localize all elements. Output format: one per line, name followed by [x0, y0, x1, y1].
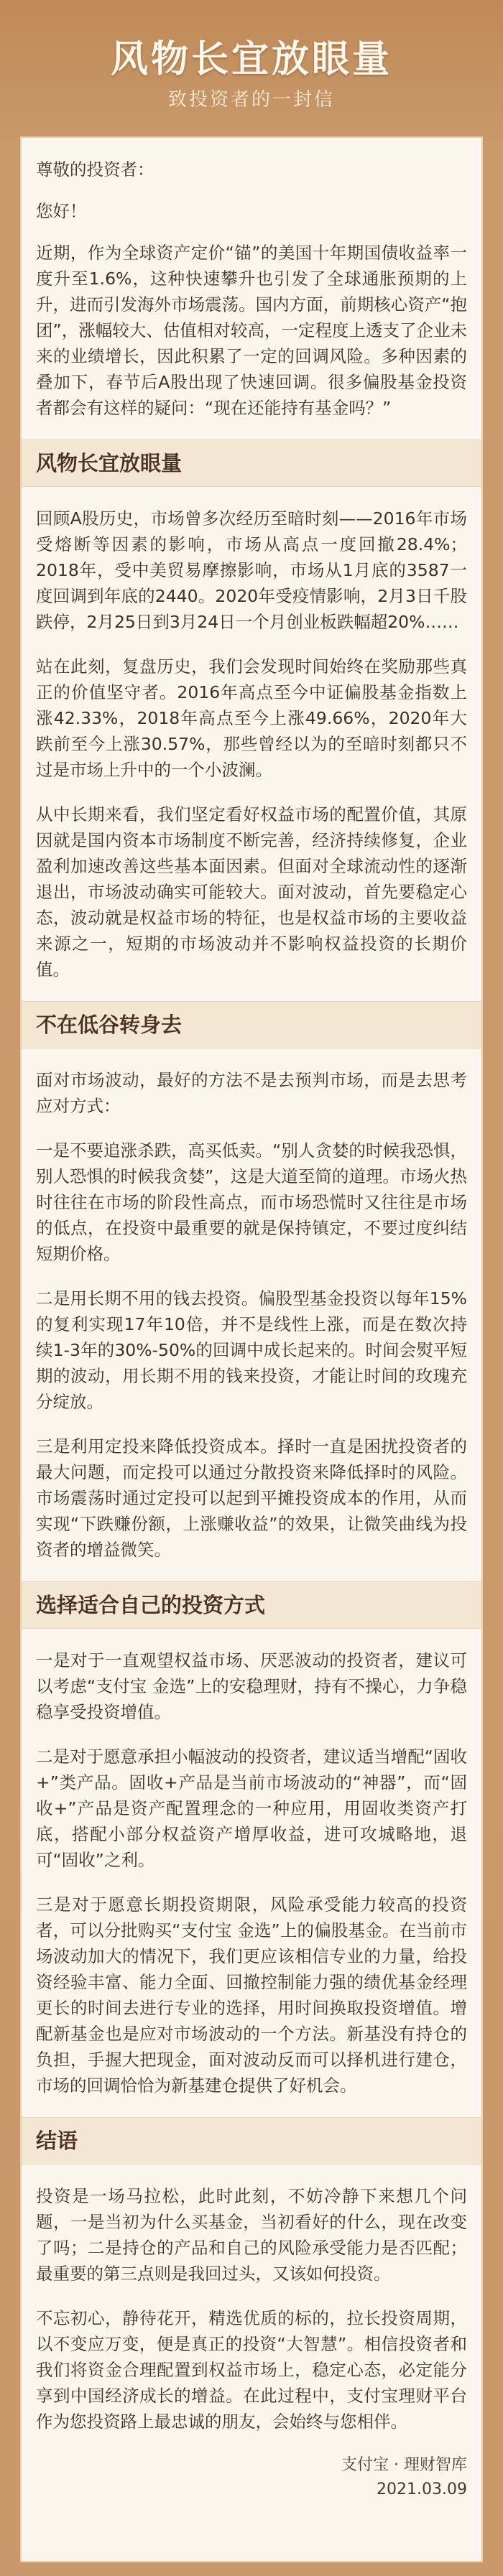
section-paragraph: 面对市场波动，最好的方法不是去预判市场，而是去思考应对方式：: [36, 1070, 467, 1116]
section-paragraph: 回顾A股历史，市场曾多次经历至暗时刻——2016年市场受熔断等因素的影响，市场从高点一度回撤28.4%；2018年，受中美贸易摩擦影响，市场从1月底的3587一度回调到年底的2440。2020年受疫情影响，2月3日千股跌停，2月25日到3月24日一个月创业板跌幅超20%……: [36, 508, 467, 632]
signature-block: [36, 2453, 467, 2502]
section-header: [22, 2117, 481, 2165]
section-header: [22, 1001, 481, 1048]
section-paragraph: 三是利用定投来降低投资成本。择时一直是困扰投资者的最大问题，而定投可以通过分散投资来降低择时的风险。市场震荡时通过定投可以起到平摊投资成本的作用，从而实现“下跌赚份额，上涨赚收益”的效果，让微笑曲线为投资者的增益微笑。: [36, 1436, 467, 1560]
hello-text: 您好！: [36, 201, 87, 221]
section-header: [22, 440, 481, 487]
section-title: 选择适合自己的投资方式: [36, 1593, 266, 1617]
section-title: 不在低谷转身去: [36, 1013, 183, 1037]
header-banner: [0, 0, 503, 136]
letter-body: [36, 157, 467, 2502]
signature-date: 2021.03.09: [377, 2480, 467, 2498]
section-title: 结语: [36, 2129, 78, 2153]
signature-org: 支付宝 · 理财智库: [341, 2456, 467, 2474]
section-paragraph: 不忘初心，静待花开，精选优质的标的，拉长投资周期，以不变应万变，便是真正的投资“大智慧”。相信投资者和我们将资金合理配置到权益市场上，稳定心态，必定能分享到中国经济成长的增益。在此过程中，支付宝理财平台作为您投资路上最忠诚的朋友，会始终与您相伴。: [36, 2308, 467, 2432]
greeting-text: 尊敬的投资者：: [36, 159, 154, 180]
section-paragraph: 投资是一场马拉松，此时此刻，不妨冷静下来想几个问题，一是当初为什么买基金，当初看好的什么，现在改变了吗；二是持仓的产品和自己的风险承受能力是否匹配；最重要的第三点则是我回过头，又该如何投资。: [36, 2186, 467, 2284]
letter-card: [20, 136, 483, 2562]
section-header: [22, 1581, 481, 1629]
section-paragraph: 一是不要追涨杀跌，高买低卖。“别人贪婪的时候我恐惧，别人恐惧的时候我贪婪”，这是大道至简的道理。市场火热时往往在市场的阶段性高点，而市场恐慌时又往往是市场的低点，在投资中最重要的就是保持镇定，不要过度纠结短期价格。: [36, 1140, 467, 1264]
section-paragraph: 二是用长期不用的钱去投资。偏股型基金投资以每年15%的复利实现17年10倍，并不是线性上涨，而是在数次持续1-3年的30%-50%的回调中成长起来的。时间会熨平短期的波动，用长期不用的钱来投资，才能让时间的玫瑰充分绽放。: [36, 1288, 467, 1412]
page-subtitle: 致投资者的一封信: [167, 89, 335, 111]
intro-paragraph: 近期，作为全球资产定价“锚”的美国十年期国债收益率一度升至1.6%，这种快速攀升也引发了全球通胀预期的上升，进而引发海外市场震荡。国内方面，前期核心资产“抱团”，涨幅较大、估值相对较高，一定程度上透支了企业未来的业绩增长，因此积累了一定的回调风险。多种因素的叠加下，春节后A股出现了快速回调。很多偏股基金投资者都会有这样的疑问：“现在还能持有基金吗？”: [36, 243, 467, 418]
salutation: [36, 157, 467, 224]
section-paragraph: 从中长期来看，我们坚定看好权益市场的配置价值，其原因就是国内资本市场制度不断完善，经济持续修复，企业盈利加速改善这些基本面因素。但面对全球流动性的逐渐退出，市场波动确实可能较大。面对波动，首先要稳定心态，波动就是权益市场的特征，也是权益市场的主要收益来源之一，短期的市场波动并不影响权益投资的长期价值。: [36, 804, 467, 980]
page-title: 风物长宜放眼量: [110, 38, 392, 81]
section-paragraph: 站在此刻，复盘历史，我们会发现时间始终在奖励那些真正的价值坚守者。2016年高点至今中证偏股基金指数上涨42.33%，2018年高点至今上涨49.66%，2020年大跌前至今上涨30.57%，那些曾经以为的至暗时刻都只不过是市场上升中的一个小波澜。: [36, 656, 467, 780]
section-paragraph: 三是对于愿意长期投资期限，风险承受能力较高的投资者，可以分批购买“支付宝 金选”上的偏股基金。在当前市场波动加大的情况下，我们更应该相信专业的力量，给投资经验丰富、能力全面、回撤控制能力强的绩优基金经理更长的时间去进行专业的选择，用时间换取投资增值。增配新基金也是应对市场波动的一个方法。新基没有持仓的负担，手握大把现金，面对波动反而可以择机进行建仓，市场的回调恰恰为新基建仓提供了好机会。: [36, 1894, 467, 2096]
section-paragraph: 一是对于一直观望权益市场、厌恶波动的投资者，建议可以考虑“支付宝 金选”上的安稳理财，持有不操心，力争稳稳享受投资增值。: [36, 1650, 467, 1722]
section-paragraph: 二是对于愿意承担小幅波动的投资者，建议适当增配“固收+”类产品。固收+产品是当前市场波动的“神器”，而“固收+”产品是资产配置理念的一种应用，用固收类资产打底，搭配小部分权益资产增厚收益，进可攻城略地，退可“固收”之利。: [36, 1747, 467, 1870]
section-title: 风物长宜放眼量: [36, 451, 183, 475]
